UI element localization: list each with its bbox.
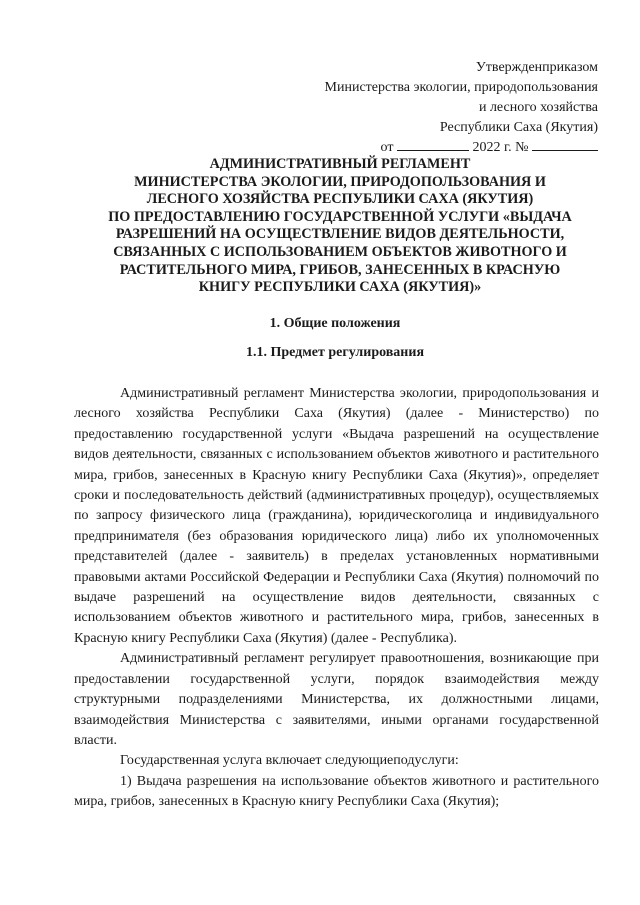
- date-prefix: от: [380, 140, 394, 155]
- body-text: [74, 384, 599, 813]
- title-line: ЛЕСНОГО ХОЗЯЙСТВА РЕСПУБЛИКИ САХА (ЯКУТИЯ): [146, 191, 534, 208]
- title-line: АДМИНИСТРАТИВНЫЙ РЕГЛАМЕНТ: [209, 156, 471, 172]
- section-heading: 1. Общие положения: [269, 316, 401, 331]
- title-line: КНИГУ РЕСПУБЛИКИ САХА (ЯКУТИЯ)»: [198, 279, 482, 296]
- title-line: СВЯЗАННЫХ С ИСПОЛЬЗОВАНИЕМ ОБЪЕКТОВ ЖИВОТНОГО И: [113, 243, 567, 260]
- document-title: [60, 156, 620, 297]
- approval-block: [325, 58, 598, 158]
- approval-line-3: и лесного хозяйства: [478, 100, 598, 115]
- date-blank: [397, 138, 469, 151]
- paragraph: 1) Выдача разрешения на использование объектов животного и растительного мира, грибов, занесенных в Красную книгу Республики Саха (Якутия);: [74, 773, 599, 810]
- title-line: РАСТИТЕЛЬНОГО МИРА, ГРИБОВ, ЗАНЕСЕННЫХ В КРАСНУЮ: [119, 261, 561, 278]
- title-line: ПО ПРЕДОСТАВЛЕНИЮ ГОСУДАРСТВЕННОЙ УСЛУГИ «ВЫДАЧА: [108, 208, 572, 225]
- section-subheading: 1.1. Предмет регулирования: [245, 345, 425, 360]
- paragraph: Административный регламент Министерства экологии, природопользования и лесного хозяйства Республики Саха (Якутия) (далее - Министерство) по предоставлению государственной услуги «Выдача разрешений на осуществление видов деятельности, связанных с использованием объектов животного и растительного мира, грибов, занесенных в Красную книгу Республики Саха (Якутия)», определяет сроки и последовательность действий (административных процедур), осуществляемых по запросу физического лица (гражданина), юридическоголица и индивидуального предпринимателя (без образования юридического лица) либо их уполномоченных представителей (далее - заявитель) в пределах установленных нормативными правовыми актами Российской Федерации и Республики Саха (Якутия) полномочий по выдаче разрешений на осуществление видов деятельности, связанных с использованием объектов животного и растительного мира, грибов, занесенных в Красную книгу Республики Саха (Якутия) (далее - Республика).: [74, 386, 599, 646]
- approval-date-line: [325, 138, 598, 158]
- approval-line-4: Республики Саха (Якутия): [439, 120, 598, 135]
- date-year: 2022 г. №: [472, 140, 529, 155]
- paragraph: Государственная услуга включает следующиеподуслуги:: [120, 753, 459, 769]
- approval-line-2: Министерства экологии, природопользования: [324, 80, 598, 95]
- title-line: МИНИСТЕРСТВА ЭКОЛОГИИ, ПРИРОДОПОЛЬЗОВАНИЯ И: [134, 173, 546, 190]
- paragraph: Административный регламент регулирует правоотношения, возникающие при предоставлении государственной услуги, порядок взаимодействия между структурными подразделениями Министерства, их должностными лицами, взаимодействия Министерства с заявителями, иными органами государственной власти.: [74, 651, 599, 748]
- number-blank: [532, 138, 598, 151]
- title-line: РАЗРЕШЕНИЙ НА ОСУЩЕСТВЛЕНИЕ ВИДОВ ДЕЯТЕЛЬНОСТИ,: [115, 226, 565, 243]
- approval-line-1: Утвержденприказом: [475, 60, 598, 75]
